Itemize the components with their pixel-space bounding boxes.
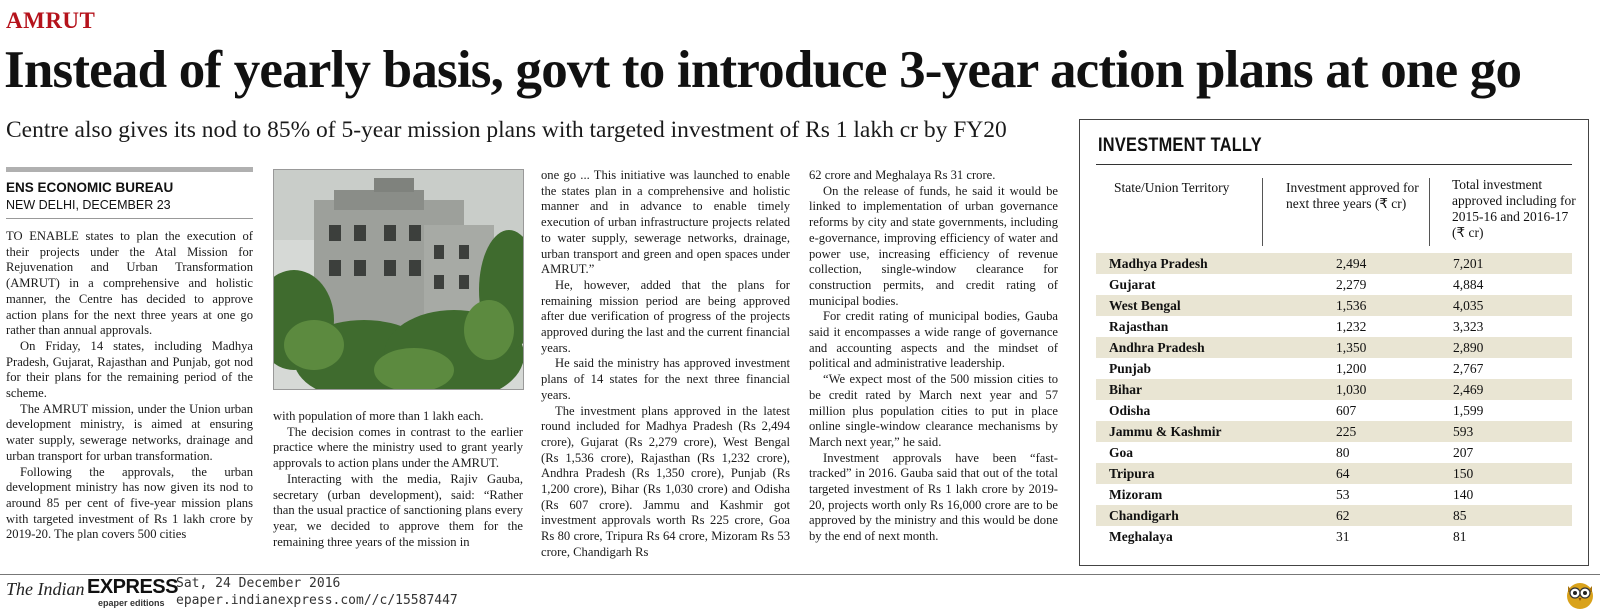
tally-cell-total: 4,884 xyxy=(1453,276,1484,292)
tally-cell-total: 2,890 xyxy=(1453,339,1484,355)
tally-cell-next-three-years: 2,494 xyxy=(1336,255,1367,271)
paragraph: The investment plans approved in the latest round included for Madhya Pradesh (Rs 2,494 crore), Gujarat (Rs 2,279 crore), West Bengal (Rs 1,536 crore), Rajasthan (Rs 1,232 crore), Andhra Pradesh (Rs 1,350 crore), Punjab (Rs 1,200 crore), Bihar (Rs 1,030 crore) and Odisha (Rs 607 crore). Jammu and Kashmir got investment approvals worth Rs 225 crore, Goa Rs 80 crore, Tripura Rs 64 crore, Mizoram Rs 53 crore, Chandigarh Rs xyxy=(541,403,790,559)
tally-title-rule xyxy=(1096,164,1572,165)
tally-cell-state: Meghalaya xyxy=(1109,528,1173,544)
tally-cell-next-three-years: 2,279 xyxy=(1336,276,1367,292)
paragraph: On Friday, 14 states, including Madhya Pradesh, Gujarat, Rajasthan and Punjab, got nod for their plans for the remaining period of the scheme. xyxy=(6,338,253,401)
tally-cell-total: 207 xyxy=(1453,444,1474,460)
tally-cell-total: 85 xyxy=(1453,507,1467,523)
byline-bar xyxy=(6,167,253,172)
building-photo-image xyxy=(274,170,523,389)
paragraph: one go ... This initiative was launched to enable the states plan in a comprehensive and holistic manner and in advance to enable timely execution of urban infrastructure projects related to water supply, sewerage networks, drainage, urban transport and green and open spaces under AMRUT.” xyxy=(541,168,790,277)
tally-cell-total: 140 xyxy=(1453,486,1474,502)
tally-header-next-three-years: Investment approved for next three years (₹ cr) xyxy=(1286,180,1419,211)
tally-cell-next-three-years: 1,200 xyxy=(1336,360,1367,376)
tally-row xyxy=(1096,484,1572,505)
tally-cell-total: 3,323 xyxy=(1453,318,1484,334)
tally-cell-state: Odisha xyxy=(1109,402,1151,418)
footer-rule xyxy=(0,574,1600,575)
byline-bureau: ENS ECONOMIC BUREAU xyxy=(6,180,174,195)
paragraph: Interacting with the media, Rajiv Gauba, secretary (urban development), said: “Rather than the usual practice of sanctioning plans every year, we decided to approve them for the remaining three years of the mission in xyxy=(273,471,523,549)
tally-cell-next-three-years: 64 xyxy=(1336,465,1350,481)
tally-cell-state: Rajasthan xyxy=(1109,318,1169,334)
tally-cell-next-three-years: 1,350 xyxy=(1336,339,1367,355)
tally-cell-next-three-years: 53 xyxy=(1336,486,1350,502)
logo-epaper-editions: epaper editions xyxy=(98,598,165,608)
subheadline: Centre also gives its nod to 85% of 5-year mission plans with targeted investment of Rs 1 lakh cr by FY20 xyxy=(6,117,1007,143)
tally-header-state: State/Union Territory xyxy=(1114,180,1230,195)
tally-header-divider xyxy=(1262,178,1263,246)
tally-row xyxy=(1096,316,1572,337)
tally-cell-next-three-years: 1,030 xyxy=(1336,381,1367,397)
tally-cell-next-three-years: 1,536 xyxy=(1336,297,1367,313)
paragraph: For credit rating of municipal bodies, Gauba said it encompasses a wide range of governance and accounting aspects and the mindset of political and administrative leadership. xyxy=(809,309,1058,371)
tally-cell-state: Chandigarh xyxy=(1109,507,1179,523)
tally-cell-state: Goa xyxy=(1109,444,1134,460)
tally-cell-next-three-years: 1,232 xyxy=(1336,318,1367,334)
article-column-1 xyxy=(6,229,253,543)
paragraph: He said the ministry has approved investment plans of 14 states for the next three financial years. xyxy=(541,356,790,402)
tally-cell-state: Gujarat xyxy=(1109,276,1156,292)
tally-cell-next-three-years: 31 xyxy=(1336,528,1350,544)
byline-divider xyxy=(6,218,253,219)
tally-cell-state: Andhra Pradesh xyxy=(1109,339,1205,355)
paragraph: 62 crore and Meghalaya Rs 31 crore. xyxy=(809,168,996,182)
tally-row xyxy=(1096,400,1572,421)
tally-title: INVESTMENT TALLY xyxy=(1098,135,1262,156)
paragraph: On the release of funds, he said it would be linked to implementation of urban governance reforms by city and state governments, including e-governance, improving efficiency of water and power use, increasing efficiency of revenue collection, single-window clearance for construction permits, and credit rating of municipal bodies. xyxy=(809,183,1058,308)
tally-cell-total: 7,201 xyxy=(1453,255,1484,271)
tally-cell-next-three-years: 607 xyxy=(1336,402,1357,418)
tally-row xyxy=(1096,442,1572,463)
logo-the-indian: The Indian xyxy=(6,579,85,599)
paragraph: Following the approvals, the urban development ministry has now given its nod to around 85 per cent of five-year mission plans with targeted investment of Rs 1 lakh crore by 2019-20. The plan covers 500 cities xyxy=(6,464,253,542)
tally-cell-state: West Bengal xyxy=(1109,297,1181,313)
tally-row xyxy=(1096,295,1572,316)
tally-row xyxy=(1096,505,1572,526)
tally-row xyxy=(1096,358,1572,379)
tally-cell-total: 1,599 xyxy=(1453,402,1484,418)
owl-icon xyxy=(1564,576,1596,610)
article-column-4 xyxy=(809,168,1058,545)
tally-header-total: Total investment approved including for 2015-16 and 2016-17 (₹ cr) xyxy=(1452,177,1576,240)
byline-dateline: NEW DELHI, DECEMBER 23 xyxy=(6,198,171,212)
tally-cell-total: 81 xyxy=(1453,528,1467,544)
tally-row xyxy=(1096,526,1572,547)
tally-cell-state: Mizoram xyxy=(1109,486,1163,502)
investment-tally-box xyxy=(1079,119,1589,566)
tally-row xyxy=(1096,463,1572,484)
tally-row xyxy=(1096,337,1572,358)
footer-url[interactable]: epaper.indianexpress.com//c/15587447 xyxy=(176,593,458,608)
paragraph: TO ENABLE states to plan the execution of their projects under the Atal Mission for Rejuvenation and Urban Transformation (AMRUT) in a comprehensive and holistic manner, the Centre has decided to approve action plans for the next three years at one go rather than annual approvals. xyxy=(6,229,253,338)
headline: Instead of yearly basis, govt to introduce 3-year action plans at one go xyxy=(4,41,1522,99)
tally-cell-total: 2,767 xyxy=(1453,360,1484,376)
tally-row xyxy=(1096,274,1572,295)
tally-cell-total: 150 xyxy=(1453,465,1474,481)
tally-header-divider xyxy=(1429,178,1430,246)
section-kicker: AMRUT xyxy=(6,8,96,33)
paragraph: “We expect most of the 500 mission cities to be credit rated by March next year and 57 million plus population cities to put in place online single-window clearance mechanisms by March next year,” he said. xyxy=(809,372,1058,449)
paragraph: with population of more than 1 lakh each. xyxy=(273,409,484,423)
tally-cell-next-three-years: 80 xyxy=(1336,444,1350,460)
tally-rows xyxy=(1096,253,1572,547)
paragraph: Investment approvals have been “fast-tracked” in 2016. Gauba said that out of the total targeted investment of Rs 1 lakh crore by 2019-20, projects worth only Rs 16,000 crore are to be approved by the ministry and this would be done by the end of next month. xyxy=(809,450,1058,544)
logo-express: EXPRESS xyxy=(87,576,178,598)
article-column-3 xyxy=(541,168,790,561)
tally-cell-next-three-years: 225 xyxy=(1336,423,1357,439)
tally-cell-total: 2,469 xyxy=(1453,381,1484,397)
tally-cell-state: Tripura xyxy=(1109,465,1155,481)
tally-cell-state: Punjab xyxy=(1109,360,1152,376)
tally-cell-state: Bihar xyxy=(1109,381,1143,397)
footer-date: Sat, 24 December 2016 xyxy=(176,576,341,591)
tally-row xyxy=(1096,379,1572,400)
article-column-2 xyxy=(273,409,523,550)
tally-cell-total: 593 xyxy=(1453,423,1474,439)
tally-cell-total: 4,035 xyxy=(1453,297,1484,313)
paragraph: The decision comes in contrast to the earlier practice where the ministry used to grant yearly approvals to action plans under the AMRUT. xyxy=(273,424,523,471)
tally-row xyxy=(1096,253,1572,274)
tally-row xyxy=(1096,421,1572,442)
paragraph: He, however, added that the plans for remaining mission period are being approved after due verification of progress of the projects approved during the last and the current financial years. xyxy=(541,277,790,355)
tally-cell-state: Madhya Pradesh xyxy=(1109,255,1208,271)
paragraph: The AMRUT mission, under the Union urban development ministry, is aimed at ensuring water supply, sewerage networks, drainage and urban transport for urban transformation. xyxy=(6,401,253,463)
building-photo xyxy=(273,169,524,390)
tally-cell-state: Jammu & Kashmir xyxy=(1109,423,1222,439)
tally-cell-next-three-years: 62 xyxy=(1336,507,1350,523)
